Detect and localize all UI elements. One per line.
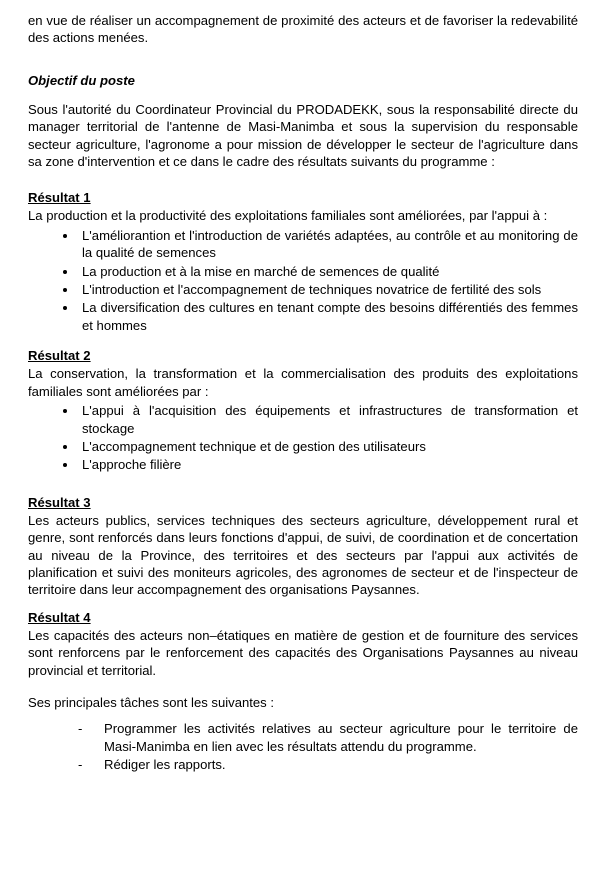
objective-paragraph: Sous l'autorité du Coordinateur Provincial du PRODADEKK, sous la responsabilité directe du manager territorial de l'antenne de Masi-Manimba et sous la supervision du responsable secteur agriculture, l'agronome a pour mission de développer le secteur de l'agriculture dans sa zone d'intervention et ce dans le cadre des résultats suivants du programme : bbox=[28, 101, 578, 170]
list-item: • L'améliorantion et l'introduction de variétés adaptées, au contrôle et au monitoring de la qualité de semences bbox=[78, 227, 578, 262]
result-heading: Résultat 1 bbox=[28, 190, 91, 206]
result-bullet-list bbox=[28, 402, 578, 474]
intro-paragraph: en vue de réaliser un accompagnement de proximité des acteurs et de favoriser la redevabilité des actions menées. bbox=[28, 13, 578, 46]
list-item: • L'introduction et l'accompagnement de techniques novatrice de fertilité des sols bbox=[78, 281, 578, 298]
list-item: • La production et à la mise en marché de semences de qualité bbox=[78, 263, 578, 280]
result-intro: La production et la productivité des exploitations familiales sont améliorées, par l'appui à : bbox=[28, 208, 548, 224]
list-item: - Rédiger les rapports. bbox=[78, 756, 578, 773]
result-intro: Les capacités des acteurs non–étatiques en matière de gestion et de fourniture des services sont renforcens par le renforcement des capacités des Organisations Paysannes au niveau provincial et territorial. bbox=[28, 627, 578, 678]
spacer bbox=[28, 170, 578, 190]
objective-heading: Objectif du poste bbox=[28, 72, 135, 88]
result-intro: La conservation, la transformation et la commercialisation des produits des exploitations familiales sont améliorées par : bbox=[28, 366, 578, 399]
spacer bbox=[28, 335, 578, 348]
result-intro: Les acteurs publics, services techniques des secteurs agriculture, développement rural et genre, sont renforcés dans leurs fonctions d'appui, de suivi, de coordination et de concertation au niveau de la Province, des territoires et des secteurs par l'appui aux activités de planification et suivi des moniteurs agricoles, des agronomes de secteur et de l'inspecteur de territoire dans leur accompagnement des organisations Paysannes. bbox=[28, 512, 578, 598]
tasks-list bbox=[28, 720, 578, 773]
list-item: • La diversification des cultures en tenant compte des besoins différentiés des femmes et hommes bbox=[78, 299, 578, 334]
tasks-intro: Ses principales tâches sont les suivantes : bbox=[28, 694, 275, 710]
result-block-1 bbox=[28, 190, 578, 334]
list-item: - Programmer les activités relatives au secteur agriculture pour le territoire de Masi-Manimba en lien avec les résultats attendu du programme. bbox=[78, 720, 578, 755]
result-heading: Résultat 4 bbox=[28, 609, 91, 625]
result-bullet-list bbox=[28, 227, 578, 334]
list-item: • L'accompagnement technique et de gestion des utilisateurs bbox=[78, 438, 578, 455]
spacer bbox=[28, 475, 578, 495]
list-item: • L'approche filière bbox=[78, 456, 578, 473]
spacer bbox=[28, 601, 578, 610]
result-block-4 bbox=[28, 610, 578, 679]
spacer bbox=[28, 681, 578, 694]
list-item: • L'appui à l'acquisition des équipements et infrastructures de transformation et stockage bbox=[78, 402, 578, 437]
spacer bbox=[28, 711, 578, 720]
result-heading: Résultat 2 bbox=[28, 348, 91, 364]
result-heading: Résultat 3 bbox=[28, 494, 91, 510]
result-block-2 bbox=[28, 348, 578, 473]
result-block-3 bbox=[28, 495, 578, 599]
